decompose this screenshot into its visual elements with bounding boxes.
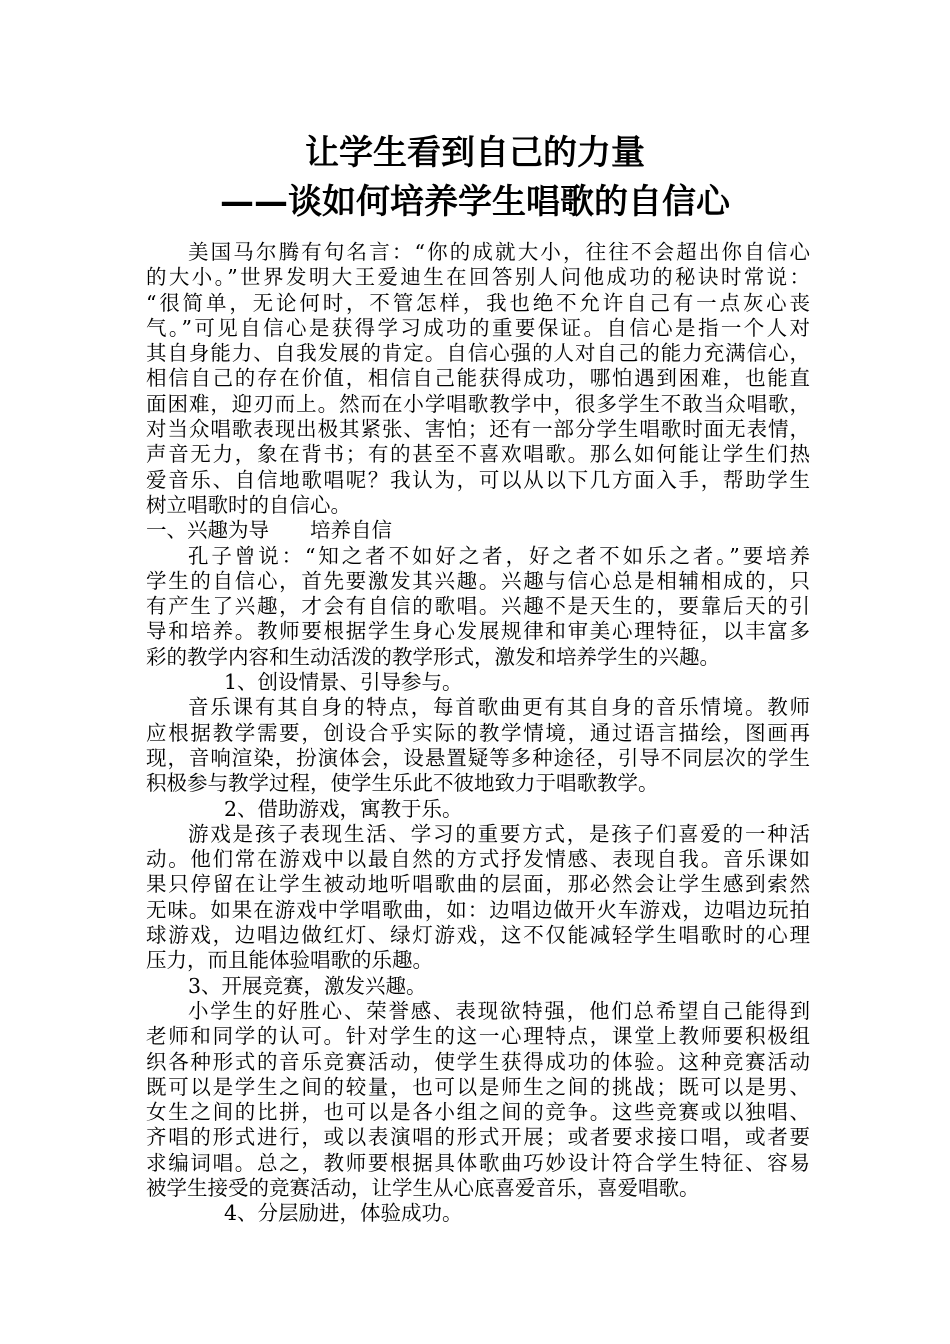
text-line: 求编词唱。总之，教师要根据具体歌曲巧妙设计符合学生特征、容易 — [146, 1150, 810, 1175]
text-line: 既可以是学生之间的较量，也可以是师生之间的挑战；既可以是男、 — [146, 1074, 810, 1099]
text-line: 音乐课有其自身的特点，每首歌曲更有其自身的音乐情境。教师 — [188, 695, 810, 720]
document-subtitle: ——谈如何培养学生唱歌的自信心 — [220, 182, 730, 222]
text-line: 应根据教学需要，创设合乎实际的教学情境，通过语言描绘，图画再 — [146, 720, 810, 745]
text-line: 其自身能力、自我发展的肯定。自信心强的人对自己的能力充满信心， — [146, 341, 810, 366]
text-line: 老师和同学的认可。针对学生的这一心理特点，课堂上教师要积极组 — [146, 1024, 810, 1049]
section-heading: 一、兴趣为导 培养自信 — [146, 518, 392, 543]
text-line: “很简单，无论何时，不管怎样，我也绝不允许自己有一点灰心丧 — [146, 290, 810, 315]
text-line: 女生之间的比拼，也可以是各小组之间的竞争。这些竞赛或以独唱、 — [146, 1100, 810, 1125]
text-line: 球游戏，边唱边做红灯、绿灯游戏，这不仅能减轻学生唱歌时的心理 — [146, 923, 810, 948]
document-body — [146, 240, 810, 1227]
text-line: 无味。如果在游戏中学唱歌曲，如：边唱边做开火车游戏，边唱边玩拍 — [146, 897, 810, 922]
text-line: 导和培养。教师要根据学生身心发展规律和审美心理特征，以丰富多 — [146, 619, 810, 644]
text-line: 气。”可见自信心是获得学习成功的重要保证。自信心是指一个人对 — [146, 315, 810, 340]
text-line: 爱音乐、自信地歌唱呢？我认为，可以从以下几方面入手，帮助学生 — [146, 467, 810, 492]
text-line: 果只停留在让学生被动地听唱歌曲的层面，那必然会让学生感到索然 — [146, 872, 810, 897]
text-line: 被学生接受的竞赛活动，让学生从心底喜爱音乐，喜爱唱歌。 — [146, 1175, 700, 1200]
subsection-heading: 4、分层励进，体验成功。 — [224, 1201, 463, 1226]
text-line: 现，音响渲染，扮演体会，设悬置疑等多种途径，引导不同层次的学生 — [146, 745, 810, 770]
text-line: 孔子曾说：“知之者不如好之者，好之者不如乐之者。”要培养 — [188, 543, 810, 568]
text-line: 美国马尔腾有句名言：“你的成就大小，往往不会超出你自信心 — [188, 240, 810, 264]
subsection-heading: 1、创设情景、引导参与。 — [224, 670, 463, 695]
subsection-heading: 3、开展竞赛，激发兴趣。 — [188, 973, 427, 998]
text-line: 动。他们常在游戏中以最自然的方式抒发情感、表现自我。音乐课如 — [146, 847, 810, 872]
text-line: 齐唱的形式进行，或以表演唱的形式开展；或者要求接口唱，或者要 — [146, 1125, 810, 1150]
text-line: 彩的教学内容和生动活泼的教学形式，激发和培养学生的兴趣。 — [146, 644, 720, 669]
text-line: 面困难，迎刃而上。然而在小学唱歌教学中，很多学生不敢当众唱歌， — [146, 391, 810, 416]
text-line: 游戏是孩子表现生活、学习的重要方式，是孩子们喜爱的一种活 — [188, 821, 810, 846]
text-line: 织各种形式的音乐竞赛活动，使学生获得成功的体验。这种竞赛活动 — [146, 1049, 810, 1074]
text-line: 的大小。”世界发明大王爱迪生在回答别人问他成功的秘诀时常说： — [146, 265, 810, 290]
document-title: 让学生看到自己的力量 — [305, 133, 645, 173]
text-line: 有产生了兴趣，才会有自信的歌唱。兴趣不是天生的，要靠后天的引 — [146, 594, 810, 619]
text-line: 积极参与教学过程，使学生乐此不彼地致力于唱歌教学。 — [146, 771, 659, 796]
text-line: 小学生的好胜心、荣誉感、表现欲特强，他们总希望自己能得到 — [188, 998, 810, 1023]
text-line: 声音无力，象在背书；有的甚至不喜欢唱歌。那么如何能让学生们热 — [146, 442, 810, 467]
text-line: 相信自己的存在价值，相信自己能获得成功，哪怕遇到困难，也能直 — [146, 366, 810, 391]
text-line: 树立唱歌时的自信心。 — [146, 492, 351, 517]
text-line: 学生的自信心，首先要激发其兴趣。兴趣与信心总是相辅相成的，只 — [146, 568, 810, 593]
text-line: 压力，而且能体验唱歌的乐趣。 — [146, 948, 433, 973]
subsection-heading: 2、借助游戏，寓教于乐。 — [224, 796, 463, 821]
text-line: 对当众唱歌表现出极其紧张、害怕；还有一部分学生唱歌时面无表情， — [146, 417, 810, 442]
